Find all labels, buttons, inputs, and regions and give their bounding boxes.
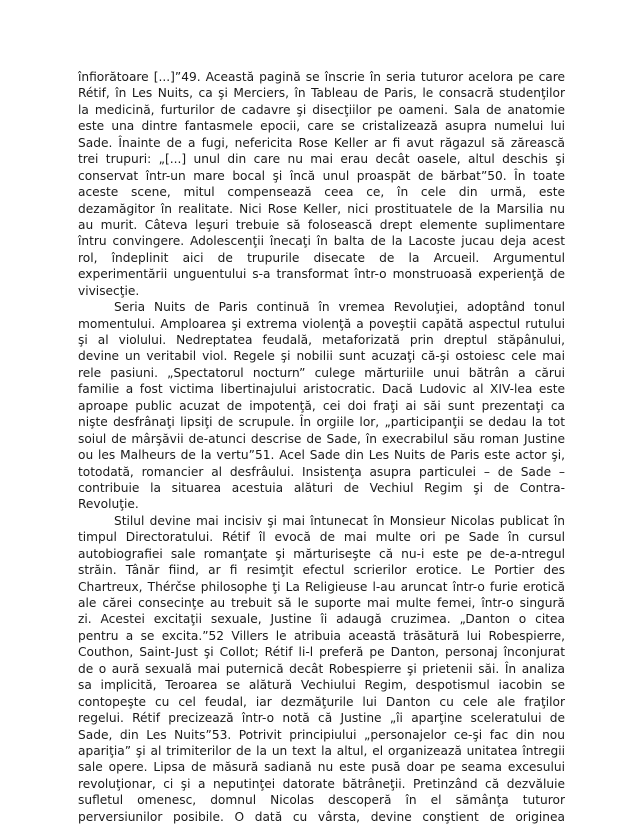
text-line: străin. Tânăr fiind, ar fi resimţit efectul scrierilor erotice. Le Portier des: [78, 563, 565, 578]
text-line: întru convingere. Adolescenţii înecaţi în balta de la Lacoste jucau deja acest: [78, 234, 565, 249]
text-line: regelui. Rétif precizează într-o notă că Justine „îi aparţine sceleratului de: [78, 711, 565, 726]
text-line: trei trupuri: „[...] unul din care nu mai erau decât oasele, altul deschis şi: [78, 152, 565, 167]
text-line: Chartreux, Thérčse philosophe ţi La Religieuse l-au aruncat într-o furie erotică: [78, 579, 565, 594]
text-line: dezamăgitor în realitate. Nici Rose Keller, nici prostituatele de la Marsilia nu: [78, 201, 565, 216]
text-line: sufletul omenesc, domnul Nicolas descoperă în el sămânţa tuturor: [78, 793, 565, 808]
text-line: contopeşte cu cel feudal, iar dezmăţurile lui Danton cu cele ale fraţilor: [78, 694, 565, 709]
text-line: contribuie la situarea acestuia alături de Vechiul Regim şi de Contra-: [78, 480, 565, 495]
text-line: nişte desfrânaţi lipsiţi de scrupule. În orgiile lor, „participanţii se dedau la tot: [78, 415, 565, 430]
text-line: ou les Malheurs de la vertu”51. Acel Sade din Les Nuits de Paris este actor şi,: [78, 448, 565, 463]
text-line: Revoluţie.: [78, 497, 139, 512]
text-line: Sade, din Les Nuits”53. Potrivit principiului „personajelor ce-şi fac din nou: [78, 727, 565, 742]
document-body: [78, 69, 565, 825]
text-line: perversiunilor posibile. O dată cu vârsta, devine conştient de originea: [78, 809, 565, 824]
text-line: pentru a se excita.”52 Villers le atribuia această trăsătură lui Robespierre,: [78, 628, 565, 643]
text-line: aceste scene, mitul compensează ceea ce, în cele din urmă, este: [78, 185, 565, 200]
text-line: apariţia” şi al trimiterilor de la un text la altul, el organizează unitatea întregii: [78, 743, 565, 758]
text-line: revoluţionar, ci şi a neputinţei datorate bătrâneţii. Pretinzând că dezvăluie: [78, 776, 565, 791]
text-line: este una dintre fantasmele epocii, care se cristalizează asupra numelui lui: [78, 119, 565, 134]
text-line: aproape public acuzat de impotenţă, cei doi fraţi ai săi sunt prezentaţi ca: [78, 398, 565, 413]
text-line: familie a fost victima libertinajului aristocratic. Dacă Ludovic al XIV-lea este: [78, 382, 565, 397]
text-line: Rétif, în Les Nuits, ca şi Merciers, în Tableau de Paris, le consacră studenţilor: [78, 86, 565, 101]
text-line: Seria Nuits de Paris continuă în vremea Revoluţiei, adoptând tonul: [114, 300, 565, 315]
text-line: zi. Acestei excitaţii sexuale, Justine îi adaugă cruzimea. „Danton o citea: [78, 612, 565, 627]
text-line: rele pasiuni. „Spectatorul nocturn” culege mărturiile unui bătrân a cărui: [78, 365, 565, 380]
text-line: soiul de mârşăvii de-atunci descrise de Sade, în execrabilul său roman Justine: [78, 431, 565, 446]
text-line: autobiografiei sale romanţate şi mărturiseşte că nu-i este pe de-a-ntregul: [78, 546, 565, 561]
text-line: Couthon, Saint-Just şi Collot; Rétif li-l preferă pe Danton, personaj înconjurat: [78, 645, 565, 660]
paragraph: [78, 513, 565, 825]
text-line: vivisecţie.: [78, 283, 140, 298]
text-line: totodată, romancier al desfrâului. Insistenţa asupra particulei – de Sade –: [78, 464, 565, 479]
text-line: de o aură sexuală mai puternică decât Robespierre şi prietenii săi. În analiza: [78, 661, 565, 676]
paragraph: [78, 299, 565, 513]
text-line: la medicină, furturilor de cadavre şi disecţiilor pe oameni. Sala de anatomie: [78, 102, 565, 117]
text-line: devine un veritabil viol. Regele şi nobilii sunt acuzaţi că-şi ostoiesc cele mai: [78, 349, 565, 364]
text-line: rol, îndeplinit aici de trupurile disecate de la Arcueil. Argumentul: [78, 250, 565, 265]
text-line: conservat într-un mare bocal şi încă unul proaspăt de bărbat”50. În toate: [78, 168, 565, 183]
text-line: sale opere. Lipsa de măsură sadiană nu este pusă doar pe seama excesului: [78, 760, 565, 775]
text-line: înfiorătoare [...]”49. Această pagină se înscrie în seria tuturor acelora pe care: [78, 70, 565, 84]
text-line: experimentării unguentului s-a transformat într-o monstruoasă experienţă de: [78, 267, 565, 282]
text-line: timpul Directoratului. Rétif îl evocă de mai multe ori pe Sade în cursul: [78, 530, 565, 545]
text-line: ale cărei consecinţe au trebuit să le suporte mai multe femei, într-o singură: [78, 596, 565, 610]
document-page: [78, 69, 565, 825]
text-line: momentului. Amploarea şi extrema violenţă a poveştii capătă aspectul rutului: [78, 316, 565, 331]
text-line: Sade. Înainte de a fugi, nefericita Rose Keller ar fi avut răgazul să zărească: [78, 135, 565, 150]
text-line: au murit. Câteva leşuri trebuie să folosească drept elemente suplimentare: [78, 217, 565, 232]
text-line: sa implicită, Teroarea se alătură Vechiului Regim, despotismul iacobin se: [78, 678, 565, 693]
text-line: Stilul devine mai incisiv şi mai întunecat în Monsieur Nicolas publicat în: [114, 513, 565, 528]
text-line: şi al violului. Nedreptatea feudală, metaforizată prin dreptul stăpânului,: [78, 333, 565, 347]
paragraph: [78, 69, 565, 299]
